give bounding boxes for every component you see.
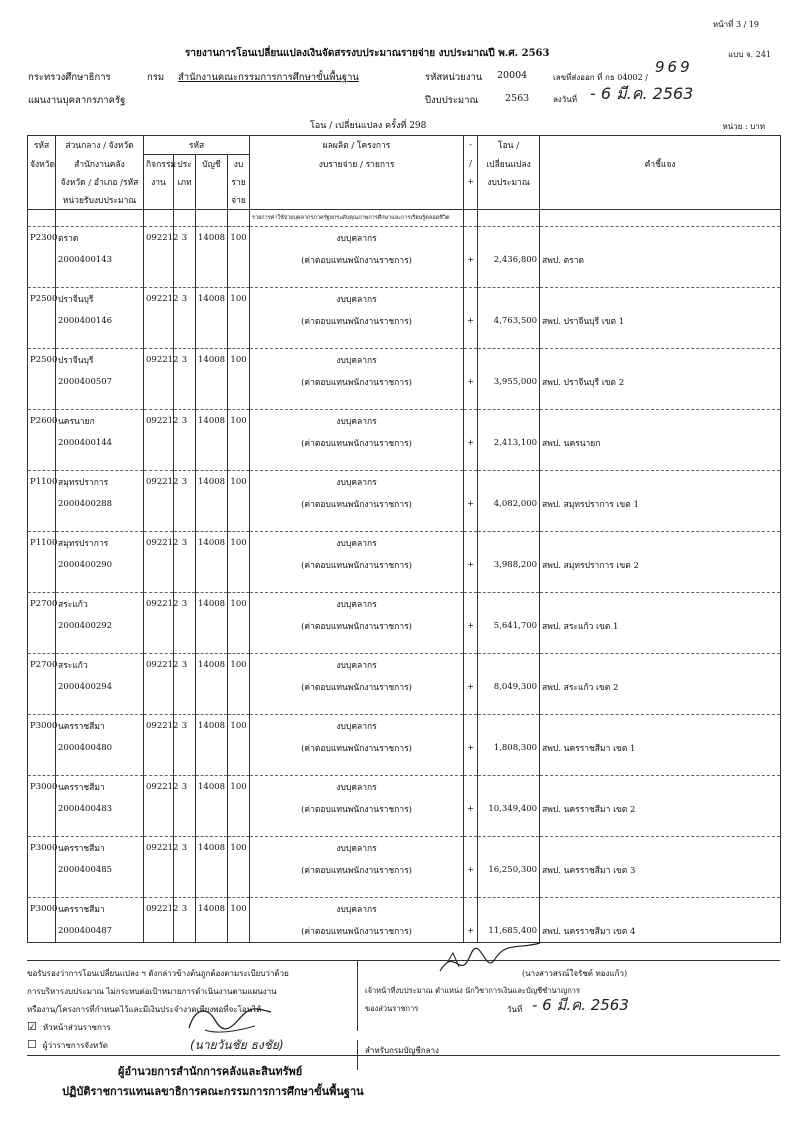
row-note: สพป. นครราชสีมา เขต 4 xyxy=(540,920,781,943)
col-sign2: / xyxy=(464,155,478,174)
table-row-detail xyxy=(28,920,781,943)
row-activity: 092212 xyxy=(144,471,174,494)
row-detail: (ค่าตอบแทนพนักงานราชการ) xyxy=(250,371,464,393)
row-amount: 8,049,300 xyxy=(478,676,540,698)
table-row xyxy=(28,715,781,738)
table-row-detail xyxy=(28,737,781,759)
row-item: งบบุคลากร xyxy=(250,898,464,921)
row-account: 14008 xyxy=(196,715,228,738)
row-budget: 100 xyxy=(228,227,250,250)
row-type: 3 xyxy=(174,227,196,250)
option-governor[interactable]: ☐ ผู้ว่าราชการจังหวัด xyxy=(27,1038,108,1051)
col-office3: จังหวัด / อำเภอ /รหัส xyxy=(56,173,144,191)
row-item: งบบุคลากร xyxy=(250,837,464,860)
col-sign: - xyxy=(464,136,478,155)
row-province-code: P2600 xyxy=(28,410,56,433)
row-province-code: P1100 xyxy=(28,471,56,494)
table-row xyxy=(28,471,781,494)
col-amount: โอน / xyxy=(478,136,540,155)
row-amount: 5,641,700 xyxy=(478,615,540,637)
row-province-code: P2700 xyxy=(28,654,56,677)
row-item: งบบุคลากร xyxy=(250,471,464,494)
row-note: สพป. นครราชสีมา เขต 1 xyxy=(540,737,781,759)
row-type: 3 xyxy=(174,654,196,677)
table-row xyxy=(28,776,781,799)
table-row-detail xyxy=(28,676,781,698)
row-note: สพป. สระแก้ว เขต 2 xyxy=(540,676,781,698)
col-code: รหัส xyxy=(144,136,250,155)
row-activity: 092212 xyxy=(144,349,174,372)
row-activity: 092212 xyxy=(144,288,174,311)
doc-no: 969 xyxy=(655,58,693,76)
row-account: 14008 xyxy=(196,837,228,860)
page-number: หน้าที่ 3 / 19 xyxy=(712,20,759,29)
row-type: 3 xyxy=(174,898,196,921)
row-unit-code: 2000400507 xyxy=(56,371,144,393)
unit-code-label: รหัสหน่วยงาน xyxy=(425,72,483,83)
table-row xyxy=(28,898,781,921)
row-province-code: P3000 xyxy=(28,776,56,799)
form-code: แบบ จ. 241 xyxy=(728,50,771,59)
row-unit-code: 2000400292 xyxy=(56,615,144,637)
right-signer-name: (นางสาวสรณ์ใจรัชต์ ทองแก้ว) xyxy=(522,969,628,978)
col-activity2: งาน xyxy=(144,173,174,191)
col-budget: งบ xyxy=(228,155,250,174)
row-activity: 092212 xyxy=(144,898,174,921)
right-date-label: วันที่ xyxy=(507,1005,523,1014)
row-detail: (ค่าตอบแทนพนักงานราชการ) xyxy=(250,737,464,759)
table-row-detail xyxy=(28,859,781,881)
row-account: 14008 xyxy=(196,471,228,494)
row-account: 14008 xyxy=(196,410,228,433)
row-sign: + xyxy=(464,737,478,759)
row-account: 14008 xyxy=(196,898,228,921)
row-detail: (ค่าตอบแทนพนักงานราชการ) xyxy=(250,249,464,271)
right-department: สำหรับกรมบัญชีกลาง xyxy=(365,1046,439,1055)
row-type: 3 xyxy=(174,288,196,311)
right-signer-line-1: เจ้าหน้าที่งบประมาณ ตำแหน่ง นักวิชาการเงินและบัญชีชำนาญการ xyxy=(365,986,580,995)
col-note: คำชี้แจง xyxy=(540,155,781,174)
row-sign: + xyxy=(464,615,478,637)
footer xyxy=(27,960,780,1031)
table-row xyxy=(28,288,781,311)
row-activity: 092212 xyxy=(144,532,174,555)
doc-date: - 6 มี.ค. 2563 xyxy=(590,84,694,103)
row-type: 3 xyxy=(174,471,196,494)
row-office: ปราจีนบุรี xyxy=(56,288,144,311)
col-type: ประ xyxy=(174,155,196,174)
row-type: 3 xyxy=(174,532,196,555)
row-budget: 100 xyxy=(228,593,250,616)
row-note: สพป. สมุทรปราการ เขต 2 xyxy=(540,554,781,576)
table-row xyxy=(28,837,781,860)
row-office: สมุทรปราการ xyxy=(56,532,144,555)
table-row xyxy=(28,532,781,555)
row-sign: + xyxy=(464,432,478,454)
row-amount: 2,413,100 xyxy=(478,432,540,454)
row-note: สพป. นครนายก xyxy=(540,432,781,454)
row-amount: 1,808,300 xyxy=(478,737,540,759)
row-unit-code: 2000400290 xyxy=(56,554,144,576)
row-amount: 3,955,000 xyxy=(478,371,540,393)
col-prov: รหัส xyxy=(28,136,56,155)
row-sign: + xyxy=(464,249,478,271)
signer-name: (นายวันชัย ธงชัย) xyxy=(190,1038,284,1052)
fiscal-year: 2563 xyxy=(505,93,530,104)
row-province-code: P1100 xyxy=(28,532,56,555)
col-type2: เภท xyxy=(174,173,196,191)
row-activity: 092212 xyxy=(144,715,174,738)
row-unit-code: 2000400288 xyxy=(56,493,144,515)
checkbox-unchecked-icon[interactable]: ☐ xyxy=(27,1038,37,1051)
right-date: - 6 มี.ค. 2563 xyxy=(532,996,629,1014)
unit-label: หน่วย : บาท xyxy=(722,122,765,131)
row-note: สพป. ปราจีนบุรี เขต 2 xyxy=(540,371,781,393)
row-detail: (ค่าตอบแทนพนักงานราชการ) xyxy=(250,493,464,515)
row-sign: + xyxy=(464,859,478,881)
row-amount: 11,685,400 xyxy=(478,920,540,943)
row-budget: 100 xyxy=(228,715,250,738)
row-activity: 092212 xyxy=(144,227,174,250)
col-office2: สำนักงานคลัง xyxy=(56,155,144,174)
transfer-table xyxy=(27,135,781,943)
row-budget: 100 xyxy=(228,898,250,921)
row-detail: (ค่าตอบแทนพนักงานราชการ) xyxy=(250,798,464,820)
row-office: นครนายก xyxy=(56,410,144,433)
row-item: งบบุคลากร xyxy=(250,776,464,799)
row-province-code: P3000 xyxy=(28,898,56,921)
row-province-code: P2500 xyxy=(28,349,56,372)
row-note: สพป. นครราชสีมา เขต 3 xyxy=(540,859,781,881)
fiscal-year-label: ปีงบประมาณ xyxy=(425,95,479,106)
table-row xyxy=(28,654,781,677)
row-unit-code: 2000400143 xyxy=(56,249,144,271)
col-amount2: เปลี่ยนแปลง xyxy=(478,155,540,174)
row-unit-code: 2000400144 xyxy=(56,432,144,454)
col-budget2: ราย xyxy=(228,173,250,191)
dept-value: สำนักงานคณะกรรมการการศึกษาขั้นพื้นฐาน xyxy=(178,72,359,83)
table-row-detail xyxy=(28,554,781,576)
row-note: สพป. นครราชสีมา เขต 2 xyxy=(540,798,781,820)
row-account: 14008 xyxy=(196,532,228,555)
col-amount3: งบประมาณ xyxy=(478,173,540,191)
col-budget3: จ่าย xyxy=(228,191,250,210)
row-budget: 100 xyxy=(228,654,250,677)
row-office: นครราชสีมา xyxy=(56,715,144,738)
row-unit-code: 2000400485 xyxy=(56,859,144,881)
table-row-detail xyxy=(28,432,781,454)
row-detail: (ค่าตอบแทนพนักงานราชการ) xyxy=(250,615,464,637)
row-budget: 100 xyxy=(228,288,250,311)
certification-line-3: หรืองาน/โครงการที่กำหนดไว้และมีเงินประจำงวดเพียงพอที่จะโอนได้ xyxy=(27,1005,262,1014)
option-head-of-agency[interactable]: ☑ หัวหน้าส่วนราชการ xyxy=(27,1020,111,1033)
table-row-detail xyxy=(28,249,781,271)
row-account: 14008 xyxy=(196,227,228,250)
right-signer-line-2: ของส่วนราชการ xyxy=(365,1004,419,1013)
row-province-code: P3000 xyxy=(28,837,56,860)
col-prov2: จังหวัด xyxy=(28,155,56,174)
table-row-detail xyxy=(28,310,781,332)
col-output: ผลผลิต / โครงการ xyxy=(250,136,464,155)
row-office: สระแก้ว xyxy=(56,654,144,677)
row-budget: 100 xyxy=(228,410,250,433)
row-note: สพป. ปราจีนบุรี เขต 1 xyxy=(540,310,781,332)
row-account: 14008 xyxy=(196,654,228,677)
row-office: สระแก้ว xyxy=(56,593,144,616)
ministry: กระทรวงศึกษาธิการ xyxy=(28,72,111,83)
row-amount: 10,349,400 xyxy=(478,798,540,820)
col-office: ส่วนกลาง / จังหวัด xyxy=(56,136,144,155)
report-title: รายงานการโอนเปลี่ยนแปลงเงินจัดสรรงบประมาณรายจ่าย งบประมาณปี พ.ศ. 2563 xyxy=(185,48,550,59)
row-activity: 092212 xyxy=(144,410,174,433)
row-detail: (ค่าตอบแทนพนักงานราชการ) xyxy=(250,920,464,943)
row-type: 3 xyxy=(174,837,196,860)
row-sign: + xyxy=(464,798,478,820)
col-activity: กิจกรรม xyxy=(144,155,174,174)
row-unit-code: 2000400487 xyxy=(56,920,144,943)
col-account: บัญชี xyxy=(196,155,228,174)
doc-no-label: เลขที่ส่งออก ที่ กธ 04002 / xyxy=(553,73,648,82)
unit-code: 20004 xyxy=(497,70,528,81)
row-account: 14008 xyxy=(196,349,228,372)
row-note: สพป. ตราด xyxy=(540,249,781,271)
checkbox-checked-icon[interactable]: ☑ xyxy=(27,1020,37,1033)
table-row xyxy=(28,349,781,372)
row-item: งบบุคลากร xyxy=(250,532,464,555)
table-row-detail xyxy=(28,493,781,515)
row-note: สพป. สมุทรปราการ เขต 1 xyxy=(540,493,781,515)
date-label: ลงวันที่ xyxy=(553,95,578,104)
signer-title-2: ปฏิบัติราชการแทนเลขาธิการคณะกรรมการการศึกษาขั้นพื้นฐาน xyxy=(62,1085,364,1098)
row-sign: + xyxy=(464,920,478,943)
certification-line-2: การบริหารงบประมาณ ไม่กระทบต่อเป้าหมายการดำเนินงานตามแผนงาน xyxy=(27,987,277,996)
row-activity: 092212 xyxy=(144,593,174,616)
row-item: งบบุคลากร xyxy=(250,593,464,616)
table-row-detail xyxy=(28,615,781,637)
row-amount: 3,988,200 xyxy=(478,554,540,576)
signature-left-icon xyxy=(185,1000,275,1036)
row-office: นครราชสีมา xyxy=(56,837,144,860)
row-account: 14008 xyxy=(196,776,228,799)
row-sign: + xyxy=(464,310,478,332)
row-detail: (ค่าตอบแทนพนักงานราชการ) xyxy=(250,310,464,332)
row-item: งบบุคลากร xyxy=(250,410,464,433)
section-header: รายการค่าใช้จ่ายบุคลากรภาครัฐยกระดับคุณภาพการศึกษาและการเรียนรู้ตลอดชีวิต xyxy=(250,210,464,227)
row-province-code: P3000 xyxy=(28,715,56,738)
row-budget: 100 xyxy=(228,471,250,494)
row-account: 14008 xyxy=(196,593,228,616)
dept-label: กรม xyxy=(147,72,165,83)
row-activity: 092212 xyxy=(144,837,174,860)
col-sign3: + xyxy=(464,173,478,191)
row-type: 3 xyxy=(174,349,196,372)
row-type: 3 xyxy=(174,593,196,616)
table-row-detail xyxy=(28,371,781,393)
row-amount: 4,082,000 xyxy=(478,493,540,515)
row-unit-code: 2000400294 xyxy=(56,676,144,698)
plan: แผนงานบุคลากรภาครัฐ xyxy=(28,95,126,106)
row-detail: (ค่าตอบแทนพนักงานราชการ) xyxy=(250,554,464,576)
row-office: นครราชสีมา xyxy=(56,898,144,921)
row-type: 3 xyxy=(174,410,196,433)
row-account: 14008 xyxy=(196,288,228,311)
row-province-code: P2300 xyxy=(28,227,56,250)
row-sign: + xyxy=(464,676,478,698)
row-activity: 092212 xyxy=(144,776,174,799)
certification-line-1: ขอรับรองว่าการโอนเปลี่ยนแปลง ฯ ดังกล่าวข้างต้นถูกต้องตามระเบียบว่าด้วย xyxy=(27,969,289,978)
row-budget: 100 xyxy=(228,532,250,555)
table-row xyxy=(28,410,781,433)
row-amount: 16,250,300 xyxy=(478,859,540,881)
row-detail: (ค่าตอบแทนพนักงานราชการ) xyxy=(250,432,464,454)
transfer-number: โอน / เปลี่ยนแปลง ครั้งที่ 298 xyxy=(310,121,427,131)
row-activity: 092212 xyxy=(144,654,174,677)
row-budget: 100 xyxy=(228,776,250,799)
row-note: สพป. สระแก้ว เขต 1 xyxy=(540,615,781,637)
row-unit-code: 2000400483 xyxy=(56,798,144,820)
row-unit-code: 2000400146 xyxy=(56,310,144,332)
row-sign: + xyxy=(464,371,478,393)
table-row xyxy=(28,227,781,250)
row-item: งบบุคลากร xyxy=(250,349,464,372)
row-budget: 100 xyxy=(228,837,250,860)
col-office4: หน่วยรับงบประมาณ xyxy=(56,191,144,210)
row-item: งบบุคลากร xyxy=(250,715,464,738)
table-row-detail xyxy=(28,798,781,820)
row-amount: 2,436,800 xyxy=(478,249,540,271)
row-province-code: P2700 xyxy=(28,593,56,616)
row-unit-code: 2000400480 xyxy=(56,737,144,759)
row-item: งบบุคลากร xyxy=(250,227,464,250)
col-output2: งบรายจ่าย / รายการ xyxy=(250,155,464,174)
row-detail: (ค่าตอบแทนพนักงานราชการ) xyxy=(250,859,464,881)
row-budget: 100 xyxy=(228,349,250,372)
row-type: 3 xyxy=(174,715,196,738)
table-body xyxy=(28,210,781,943)
table-row xyxy=(28,593,781,616)
row-province-code: P2500 xyxy=(28,288,56,311)
row-office: สมุทรปราการ xyxy=(56,471,144,494)
row-detail: (ค่าตอบแทนพนักงานราชการ) xyxy=(250,676,464,698)
row-sign: + xyxy=(464,554,478,576)
row-item: งบบุคลากร xyxy=(250,654,464,677)
row-office: นครราชสีมา xyxy=(56,776,144,799)
row-type: 3 xyxy=(174,776,196,799)
signer-title-1: ผู้อำนวยการสำนักการคลังและสินทรัพย์ xyxy=(118,1065,303,1078)
row-office: ปราจีนบุรี xyxy=(56,349,144,372)
row-amount: 4,763,500 xyxy=(478,310,540,332)
row-office: ตราด xyxy=(56,227,144,250)
row-item: งบบุคลากร xyxy=(250,288,464,311)
row-sign: + xyxy=(464,493,478,515)
